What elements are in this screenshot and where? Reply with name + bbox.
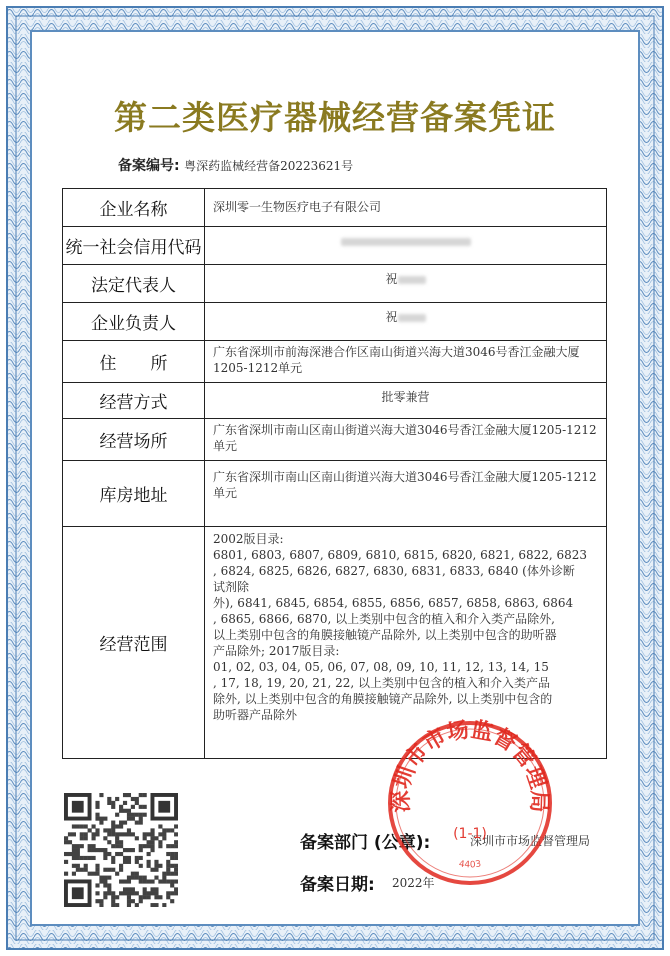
dept-label: 备案部门 (公章): [300, 833, 431, 853]
scope-line: 助听器产品除外 [213, 708, 298, 722]
row-value: 深圳零一生物医疗电子有限公司 [205, 189, 607, 227]
name-prefix: 祝 [385, 272, 398, 286]
table-row [63, 383, 607, 419]
table-row [63, 189, 607, 227]
table-row [63, 419, 607, 461]
scope-line: 除外, 以上类别中包含的角膜接触镜产品除外, 以上类别中包含的 [213, 692, 553, 706]
page-title: 第二类医疗器械经营备案凭证 [114, 98, 556, 137]
date-value: 2022年 [392, 876, 435, 890]
row-value [205, 303, 607, 341]
row-value-redacted [205, 227, 607, 265]
row-value: 批零兼营 [205, 383, 607, 419]
redacted-text [398, 276, 426, 284]
table-row [63, 341, 607, 383]
name-prefix: 祝 [385, 310, 398, 324]
scope-line: 以上类别中包含的角膜接触镜产品除外, 以上类别中包含的助听器 [213, 628, 557, 642]
row-key: 企业负责人 [63, 303, 205, 341]
row-key: 企业名称 [63, 189, 205, 227]
redacted-text [341, 238, 471, 246]
redacted-text [398, 314, 426, 322]
official-seal [385, 718, 555, 888]
row-key: 经营范围 [63, 527, 205, 759]
table-row [63, 461, 607, 527]
row-key: 库房地址 [63, 461, 205, 527]
svg-text:4403 [458, 859, 482, 870]
scope-line: 6801, 6803, 6807, 6809, 6810, 6815, 6820, 6821, 6822, 6823 [213, 548, 588, 562]
scope-line: 01, 02, 03, 04, 05, 06, 07, 08, 09, 10, 11, 12, 13, 14, 15 [213, 660, 549, 674]
scope-line: , 17, 18, 19, 20, 21, 22, 以上类别中包含的植入和介入类产品 [213, 676, 551, 690]
record-number-value: 粤深药监械经营备20223621号 [184, 159, 354, 173]
record-number [118, 155, 353, 175]
scope-line: 产品除外; 2017版目录: [213, 644, 340, 658]
scope-line: 外), 6841, 6845, 6854, 6855, 6856, 6857, 6858, 6863, 6864 [213, 596, 574, 610]
row-key: 法定代表人 [63, 265, 205, 303]
scope-line: 试剂除 [213, 580, 250, 594]
row-value: 广东省深圳市前海深港合作区南山街道兴海大道3046号香江金融大厦1205-1212单元 [205, 341, 607, 383]
table-row [63, 303, 607, 341]
scope-line: 2002版目录: [213, 532, 284, 546]
scope-line: , 6865, 6866, 6870, 以上类别中包含的植入和介入类产品除外, [213, 612, 555, 626]
row-value: 广东省深圳市南山区南山街道兴海大道3046号香江金融大厦1205-1212单元 [205, 461, 607, 527]
scope-line: , 6824, 6825, 6826, 6827, 6830, 6831, 6833, 6840 (体外诊断 [213, 564, 575, 578]
date-label: 备案日期: [300, 875, 375, 895]
row-key: 住 所 [63, 341, 205, 383]
row-value [205, 265, 607, 303]
seal-text: 深圳市市场监督管理局 [388, 718, 552, 813]
table-row [63, 227, 607, 265]
qr-code [64, 793, 178, 907]
row-value: 广东省深圳市南山区南山街道兴海大道3046号香江金融大厦1205-1212单元 [205, 419, 607, 461]
info-table [62, 188, 607, 759]
table-row [63, 265, 607, 303]
svg-text:深圳市市场监督管理局 [389, 718, 552, 813]
row-key: 统一社会信用代码 [63, 227, 205, 265]
seal-sub: (1-1) [453, 826, 487, 842]
row-key: 经营场所 [63, 419, 205, 461]
record-number-label: 备案编号: [118, 158, 180, 174]
seal-digits: 4403 [458, 859, 482, 871]
dept-value: 深圳市市场监督管理局 [470, 834, 591, 848]
row-key: 经营方式 [63, 383, 205, 419]
